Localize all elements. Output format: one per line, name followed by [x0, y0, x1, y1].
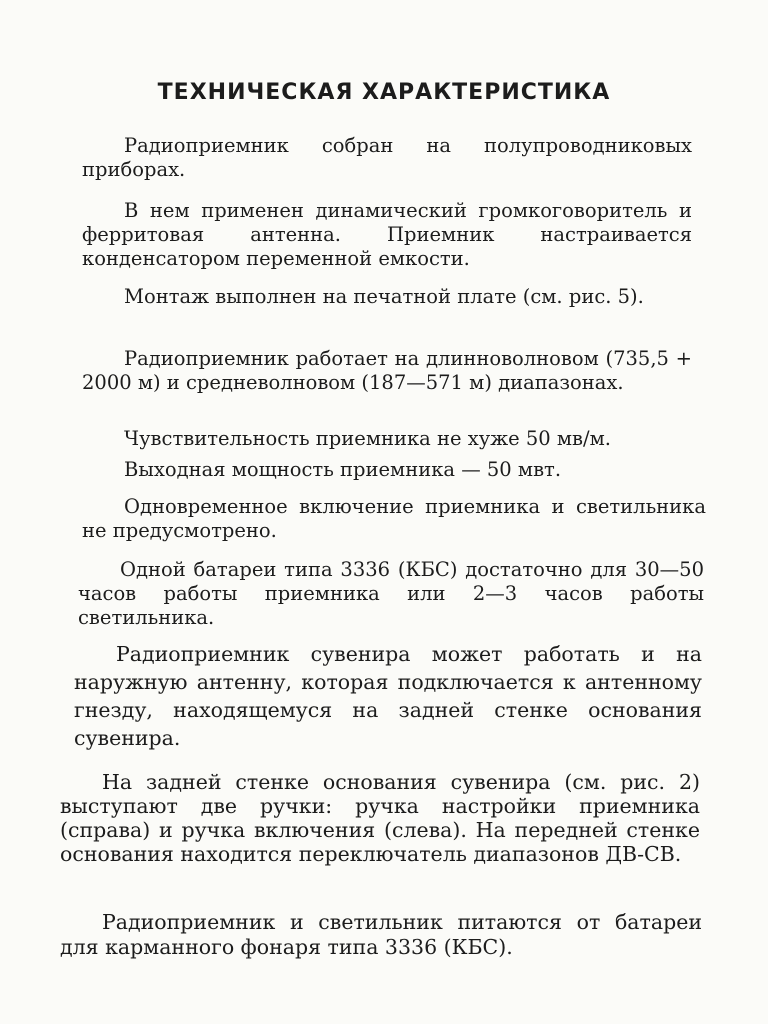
page-title: ТЕХНИЧЕСКАЯ ХАРАКТЕРИСТИКА — [157, 80, 611, 105]
paragraph-external-antenna — [74, 640, 702, 752]
paragraph-text: Радиоприемник и светильник питаются от батареи для карманного фонаря типа 3336 (КБС). — [60, 910, 702, 959]
paragraph-text: В нем применен динамический громкоговоритель и ферритовая антенна. Приемник настраивается конденсатором переменной емкости. — [82, 199, 692, 270]
paragraph-output-power — [82, 458, 692, 482]
paragraph-sensitivity — [82, 427, 692, 451]
paragraph-text: На задней стенке основания сувенира (см. рис. 2) выступают две ручки: ручка настройки приемника (справа) и ручка включения (слева). На передней стенке основания находится переключатель диапазонов ДВ-СВ. — [60, 770, 700, 866]
paragraph-wavebands — [82, 347, 692, 395]
paragraph-battery-life — [78, 558, 704, 630]
paragraph-text: Чувствительность приемника не хуже 50 мв/м. — [124, 427, 611, 450]
paragraph-speaker-antenna — [82, 199, 692, 271]
paragraph-text: Радиоприемник сувенира может работать и на наружную антенну, которая подключается к антенному гнезду, находящемуся на задней стенке основания сувенира. — [74, 642, 702, 750]
paragraph-mounting — [82, 285, 692, 309]
paragraph-text: Монтаж выполнен на печатной плате (см. рис. 5). — [124, 285, 644, 308]
paragraph-text: Одновременное включение приемника и светильника не предусмотрено. — [82, 495, 706, 542]
paragraph-text: Выходная мощность приемника — 50 мвт. — [124, 458, 562, 481]
paragraph-power-supply — [60, 910, 702, 960]
paragraph-knobs — [60, 770, 700, 866]
paragraph-semiconductors — [82, 134, 692, 182]
paragraph-text: Радиоприемник собран на полупроводниковых приборах. — [82, 134, 692, 181]
paragraph-simultaneous — [82, 495, 706, 543]
paragraph-text: Радиоприемник работает на длинноволновом (735,5 + 2000 м) и средневолновом (187—571 м) диапазонах. — [82, 347, 692, 394]
paragraph-text: Одной батареи типа 3336 (КБС) достаточно для 30—50 часов работы приемника или 2—3 часов работы светильника. — [78, 558, 704, 629]
